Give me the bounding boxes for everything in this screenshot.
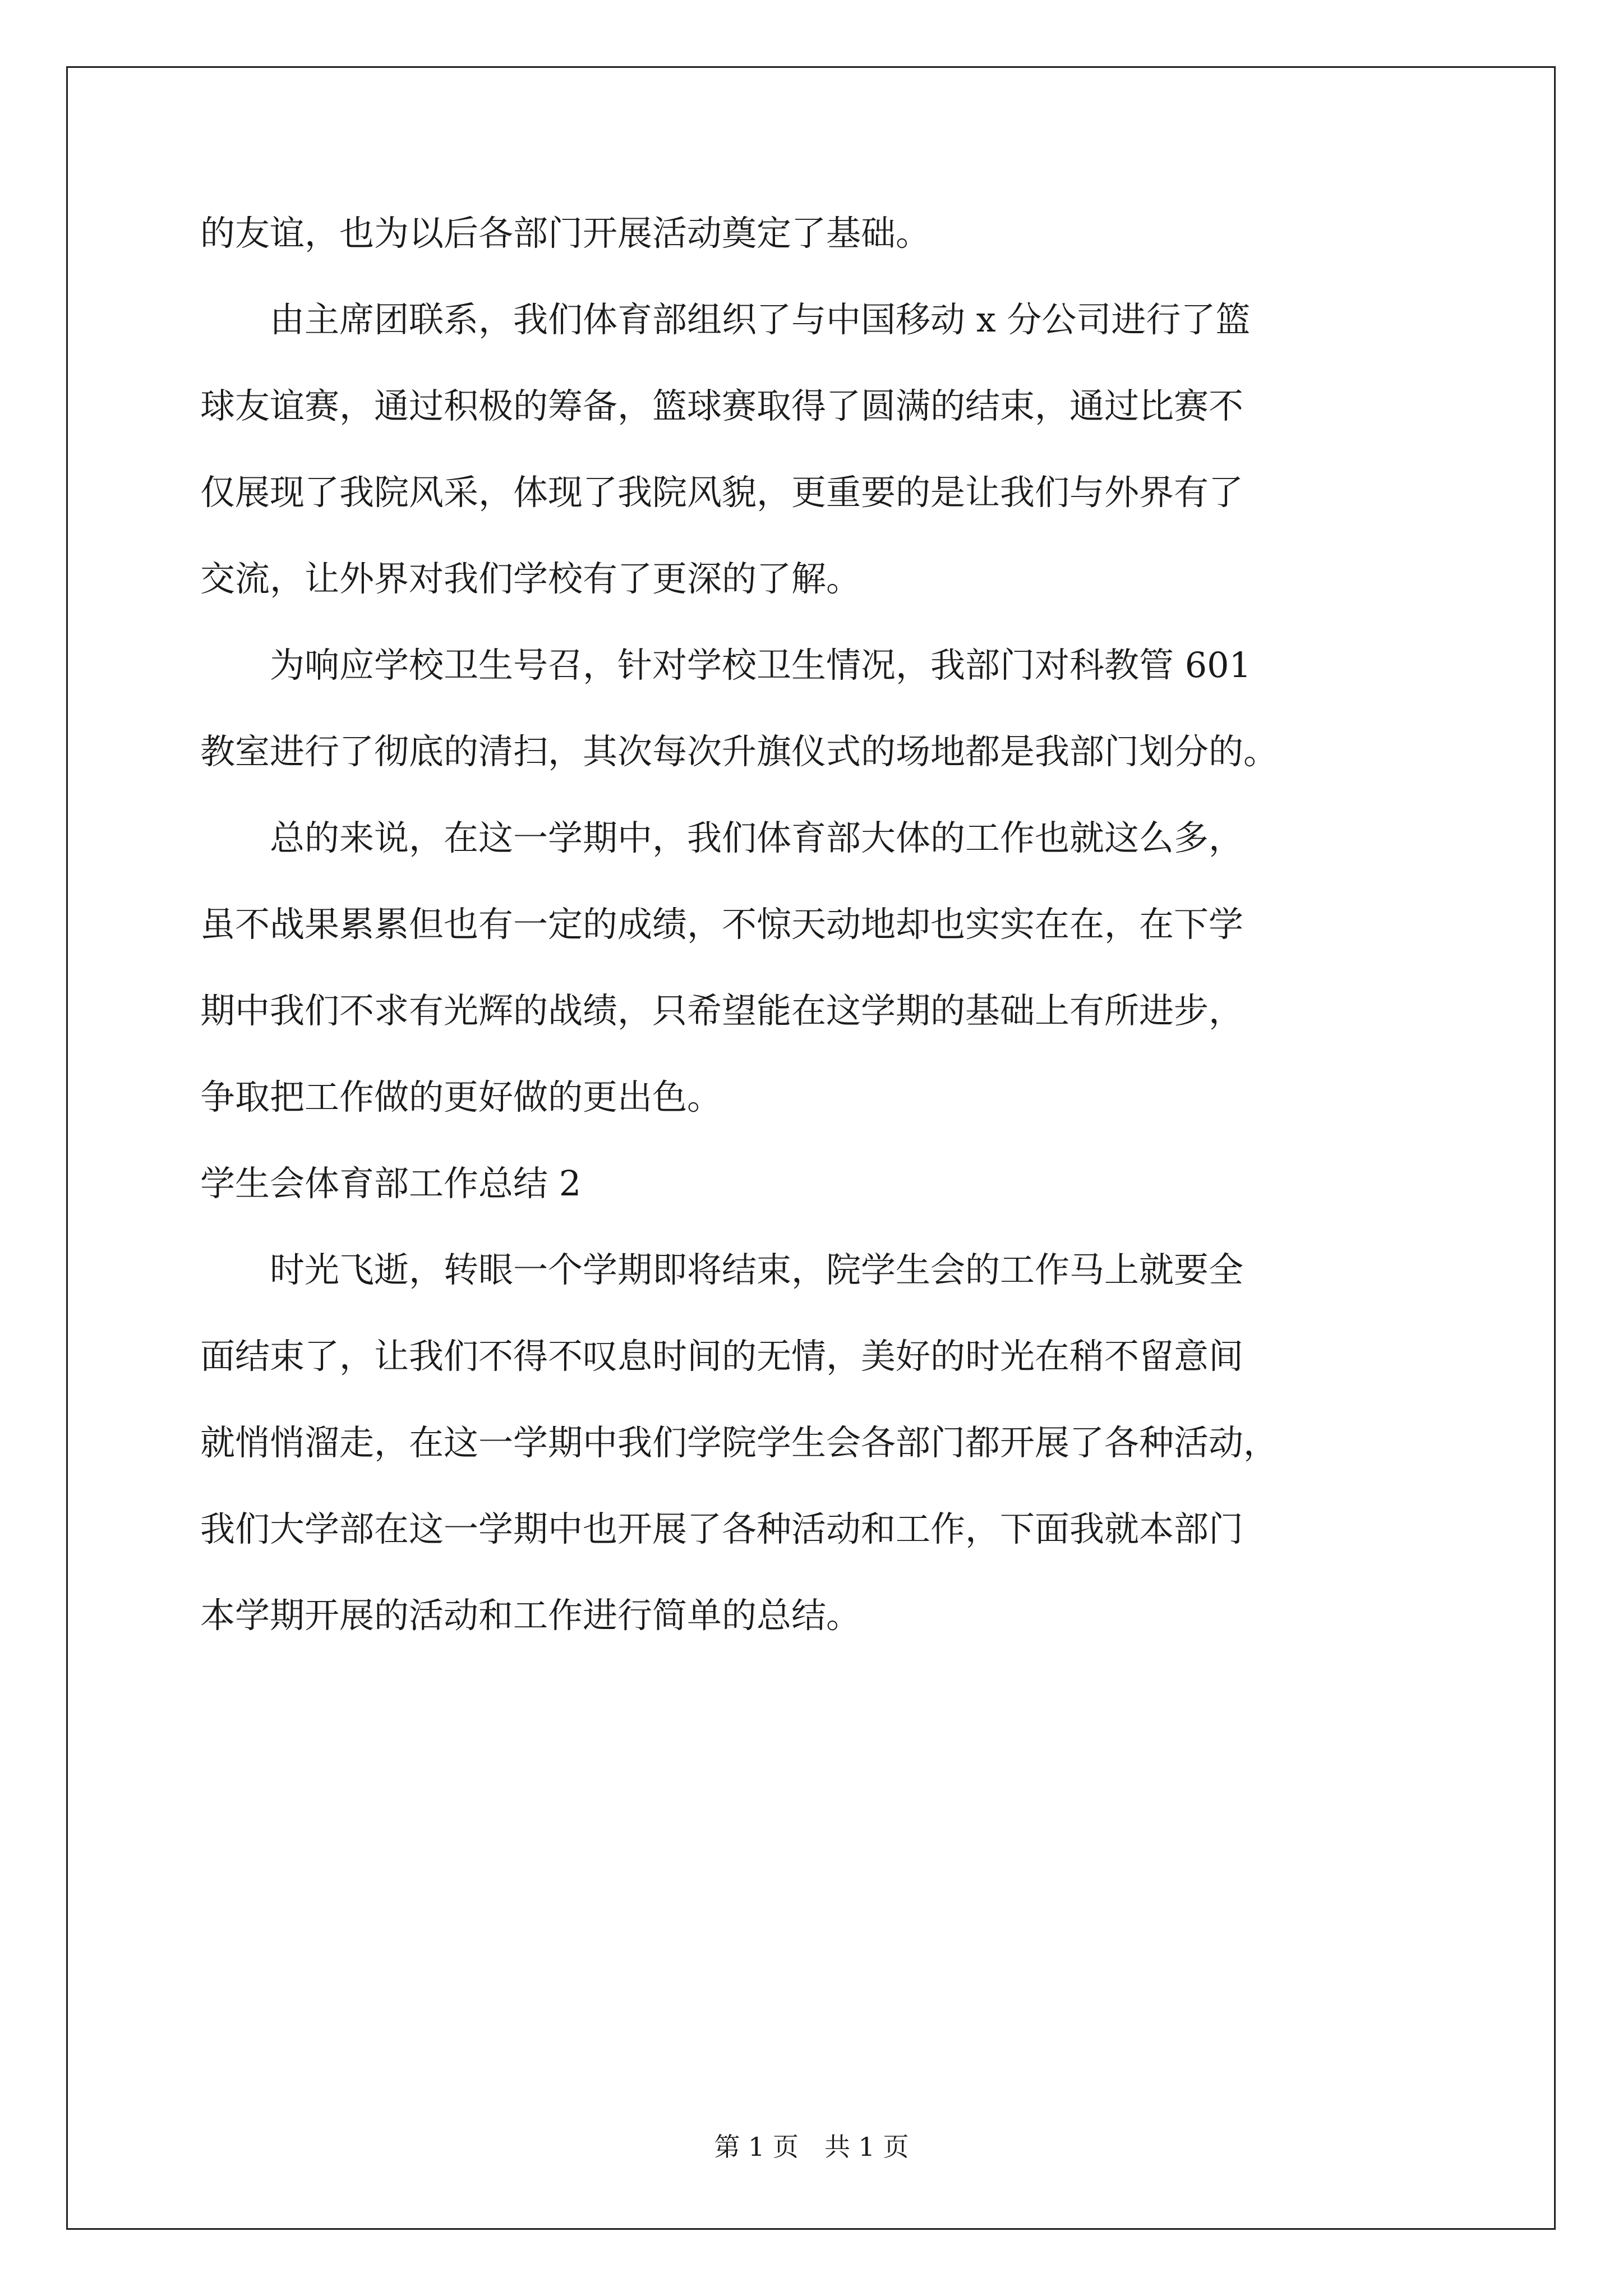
text-line-6: 为响应学校卫生号召，针对学校卫生情况，我部门对科教管 601: [200, 645, 1252, 685]
page-footer: 第 1 页 共 1 页: [714, 2132, 909, 2162]
text-line-4: 仅展现了我院风采，体现了我院风貌，更重要的是让我们与外界有了: [200, 472, 1244, 513]
text-line-1: 的友谊，也为以后各部门开展活动奠定了基础。: [200, 213, 931, 254]
section-heading: 学生会体育部工作总结 2: [200, 1163, 582, 1204]
text-line-16: 我们大学部在这一学期中也开展了各种活动和工作，下面我就本部门: [200, 1508, 1244, 1549]
text-line-14: 面结束了，让我们不得不叹息时间的无情，美好的时光在稍不留意间: [200, 1336, 1244, 1377]
text-line-17: 本学期开展的活动和工作进行简单的总结。: [200, 1595, 861, 1636]
text-line-15: 就悄悄溜走，在这一学期中我们学院学生会各部门都开展了各种活动，: [200, 1422, 1279, 1463]
text-line-10: 期中我们不求有光辉的战绩，只希望能在这学期的基础上有所进步，: [200, 990, 1244, 1031]
text-line-9: 虽不战果累累但也有一定的成绩，不惊天动地却也实实在在，在下学: [200, 904, 1244, 945]
text-line-3: 球友谊赛，通过积极的筹备，篮球赛取得了圆满的结束，通过比赛不: [200, 385, 1244, 426]
text-line-7: 教室进行了彻底的清扫，其次每次升旗仪式的场地都是我部门划分的。: [200, 731, 1279, 772]
text-line-5: 交流，让外界对我们学校有了更深的了解。: [200, 558, 861, 599]
text-line-2: 由主席团联系，我们体育部组织了与中国移动 x 分公司进行了篮: [200, 299, 1251, 340]
text-line-8: 总的来说，在这一学期中，我们体育部大体的工作也就这么多，: [200, 817, 1244, 858]
text-line-13: 时光飞逝，转眼一个学期即将结束，院学生会的工作马上就要全: [200, 1249, 1244, 1290]
text-line-11: 争取把工作做的更好做的更出色。: [200, 1076, 722, 1117]
